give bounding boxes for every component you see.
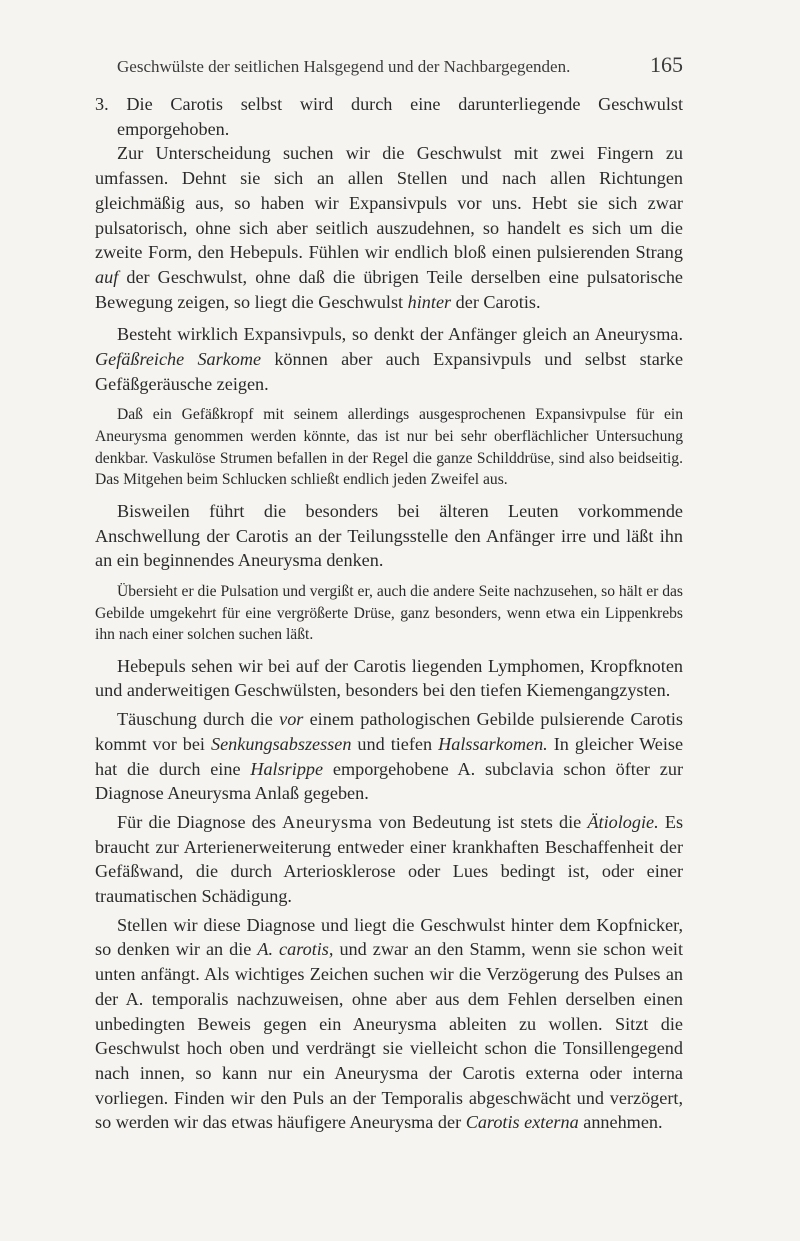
emphasis-senkungsabszessen: Senkungsabszessen	[210, 733, 352, 754]
paragraph-kopfnicker: Stellen wir diese Diagnose und liegt die Geschwulst hinter dem Kopfnicker, so denken wir an die A. carotis, und zwar an den Stamm, wenn sie schon weit unten anfängt. Als wichtiges Zeichen suchen wir die Verzögerung des Pulses an der A. temporalis nachzuweisen, ohne aber aus dem Fehlen derselben einen unbedingten Beweis gegen ein Aneurysma ableiten zu wollen. Sitzt die Geschwulst hoch oben und verdrängt sie vielleicht schon die Tonsillengegend nach innen, so kann nur ein Aneurysma der Carotis externa oder interna vorliegen. Finden wir den Puls an der Temporalis abgeschwächt und verzögert, so werden wir das etwas häufigere Aneurysma der Carotis externa annehmen.	[95, 914, 683, 1133]
emphasis-a-carotis: A. carotis,	[257, 939, 334, 960]
emphasis-aetiologie: Ätiologie.	[587, 811, 659, 832]
emphasis-carotis-externa: Carotis externa	[465, 1112, 579, 1133]
numbered-paragraph-3	[95, 92, 683, 141]
emphasis-halssarkomen: Halssarkomen.	[438, 733, 548, 754]
spaced-aneurysma: Aneurysma	[282, 811, 373, 832]
emphasis-vor: vor	[279, 709, 304, 730]
paragraph-differentiation: Zur Unterscheidung suchen wir die Geschwulst mit zwei Fingern zu umfassen. Dehnt sie sich an allen Stellen und nach allen Richtungen gleichmäßig aus, so haben wir Expansivpuls vor uns. Hebt sie sich zwar pulsatorisch, ohne sich aber seitlich auszudehnen, so handelt es sich um die zweite Form, den Hebepuls. Fühlen wir endlich bloß einen pulsierenden Strang auf der Geschwulst, ohne daß die übrigen Teile derselben eine pulsatorische Bewegung zeigen, so liegt die Geschwulst hinter der Carotis.	[95, 143, 683, 312]
page-body	[95, 92, 683, 1135]
running-header	[117, 52, 683, 78]
paragraph-anschwellung: Bisweilen führt die besonders bei älteren Leuten vorkommende Anschwellung der Carotis an der Teilungsstelle den Anfänger irre und läßt ihn an ein beginnendes Aneurysma denken.	[95, 500, 683, 571]
page-number: 165	[650, 52, 683, 77]
emphasis-sarkome: Gefäßreiche Sarkome	[95, 349, 262, 370]
paragraph-taeuschung: Täuschung durch die vor einem pathologischen Gebilde pulsierende Carotis kommt vor bei Senkungsabszessen und tiefen Halssarkomen. In gleicher Weise hat die durch eine Halsrippe emporgehobene A. subclavia schon öfter zur Diagnose Aneurysma Anlaß gegeben.	[95, 709, 684, 804]
emphasis-auf: auf	[95, 266, 119, 287]
running-title: Geschwülste der seitlichen Halsgegend und der Nachbargegenden.	[117, 57, 571, 76]
paragraph-hebepuls: Hebepuls sehen wir bei auf der Carotis liegenden Lymphomen, Kropfknoten und anderweitigen Geschwülsten, besonders bei den tiefen Kiemengangzysten.	[95, 655, 683, 701]
emphasis-hinter: hinter	[407, 291, 452, 312]
paragraph-expansivpuls: Besteht wirklich Expansivpuls, so denkt der Anfänger gleich an Aneurysma. Gefäßreiche Sarkome können aber auch Expansivpuls und selbst starke Gefäßgeräusche zeigen.	[95, 324, 684, 394]
paragraph-aneurysma-diagnose: Für die Diagnose des Aneurysma von Bedeutung ist stets die Ätiologie. Es braucht zur Arterienerweiterung entweder einer krankhaften Beschaffenheit der Gefäßwand, die durch Arteriosklerose oder Lues bedingt ist, oder einer traumatischen Schädigung.	[95, 811, 684, 907]
paragraph-text: Die Carotis selbst wird durch eine darunterliegende Geschwulst emporgehoben.	[117, 94, 684, 139]
paragraph-gefaesskropf: Daß ein Gefäßkropf mit seinem allerdings ausgesprochenen Expansivpulse für ein Aneurysma genommen werden könnte, das ist nur bei sehr oberflächlicher Untersuchung denkbar. Vaskulöse Strumen befallen in der Regel die ganze Schilddrüse, sind also beidseitig. Das Mitgehen beim Schlucken schließt endlich jeden Zweifel aus.	[95, 406, 683, 489]
emphasis-halsrippe: Halsrippe	[250, 758, 324, 779]
list-number: 3.	[95, 94, 109, 114]
paragraph-uebersieht: Übersieht er die Pulsation und vergißt er, auch die andere Seite nachzusehen, so hält er das Gebilde umgekehrt für eine vergrößerte Drüse, ganz besonders, wenn etwa ein Lippenkrebs ihn nach einer solchen suchen läßt.	[95, 582, 683, 644]
